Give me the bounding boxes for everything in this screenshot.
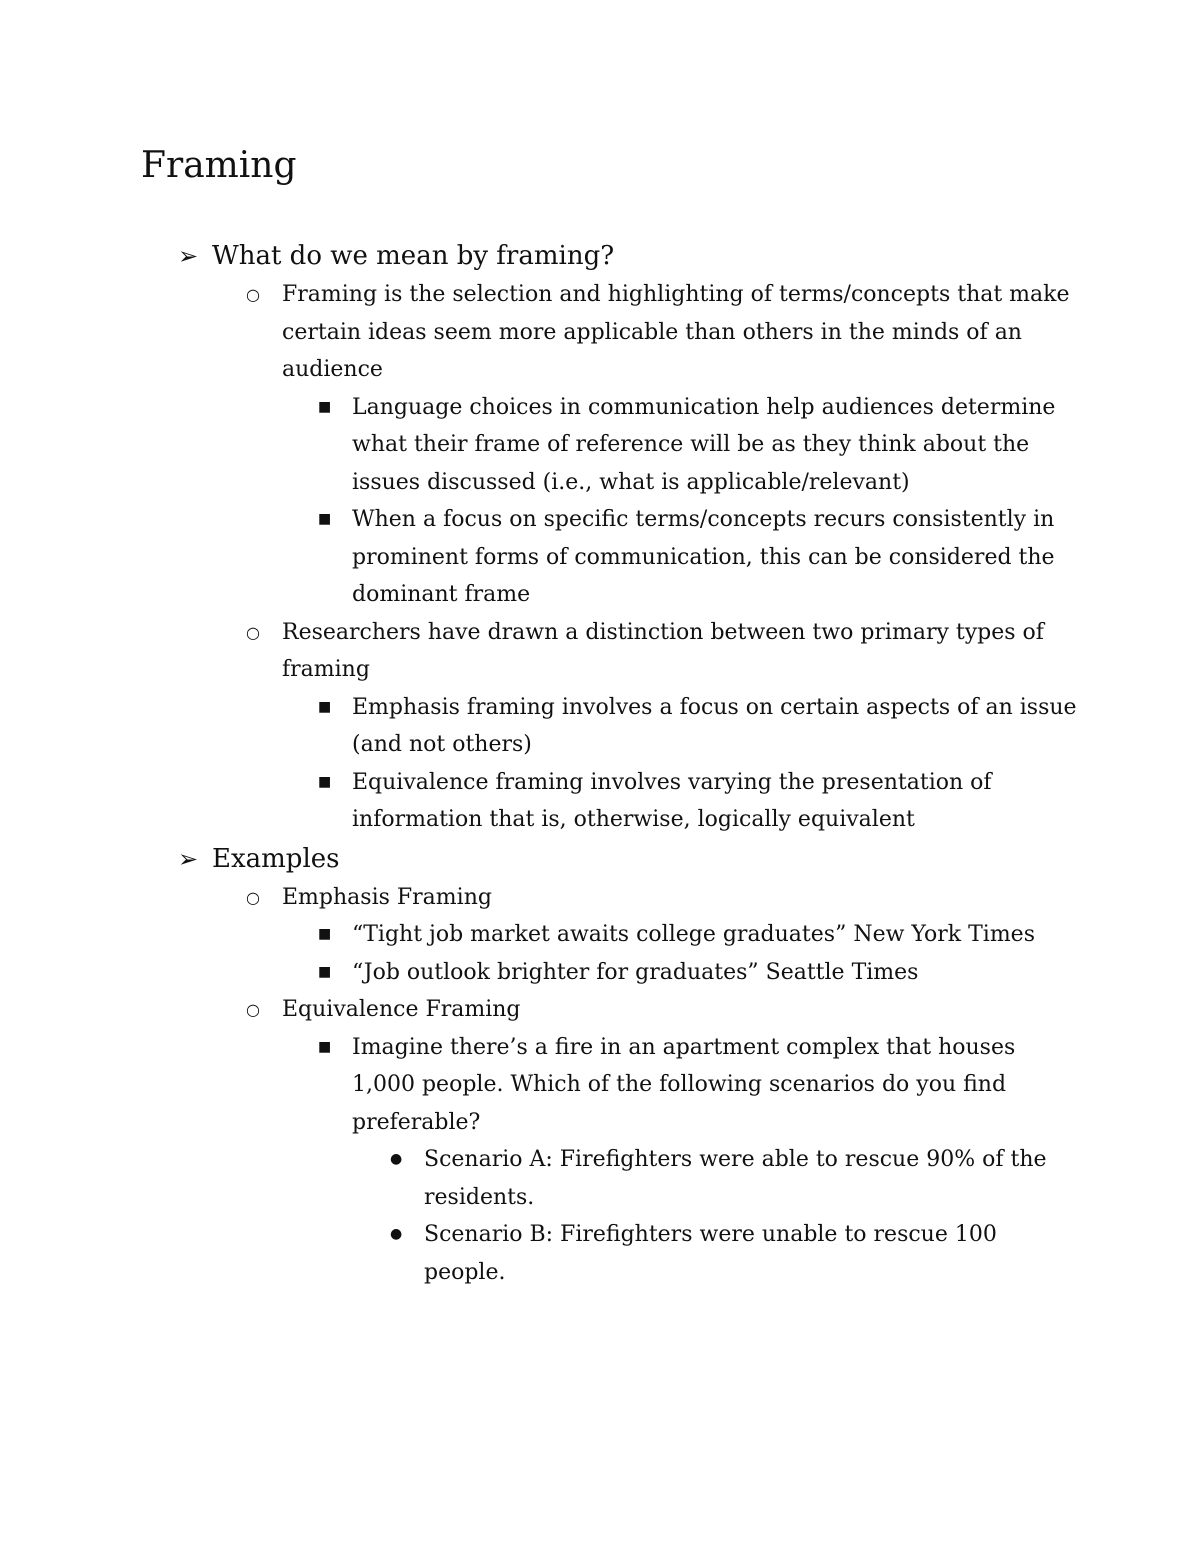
list-item <box>178 1029 1078 1142</box>
section-examples <box>178 839 1078 1292</box>
square-bullet-icon: ■ <box>318 963 332 980</box>
section-heading: What do we mean by framing? <box>212 241 615 271</box>
list-item <box>178 879 1078 917</box>
outline-list <box>178 236 1078 1291</box>
list-item <box>178 916 1078 954</box>
list-item <box>178 954 1078 992</box>
list-item-text: “Tight job market awaits college graduates” New York Times <box>352 922 1035 947</box>
square-bullet-icon: ■ <box>318 398 332 415</box>
list-item <box>178 389 1078 502</box>
sublist <box>178 879 1078 1292</box>
square-bullet-icon: ■ <box>318 926 332 942</box>
list-item-text: Emphasis framing involves a focus on certain aspects of an issue (and not others) <box>352 694 1077 757</box>
filled-circle-bullet-icon: ● <box>390 1226 403 1242</box>
square-bullet-icon: ■ <box>318 511 332 527</box>
list-item-text: Equivalence framing involves varying the presentation of information that is, otherwise, logically equivalent <box>352 769 992 832</box>
filled-circle-bullet-icon: ● <box>390 1151 403 1167</box>
list-item-text: Scenario A: Firefighters were able to rescue 90% of the residents. <box>424 1147 1047 1210</box>
square-bullet-icon: ■ <box>318 698 332 715</box>
page-title: Framing <box>141 145 297 186</box>
list-item-text: Emphasis Framing <box>282 884 492 910</box>
list-item <box>178 764 1078 839</box>
list-item <box>178 1141 1078 1216</box>
square-bullet-icon: ■ <box>318 773 332 790</box>
arrow-bullet-icon: ➢ <box>178 242 199 270</box>
list-item <box>178 689 1078 764</box>
square-bullet-icon: ■ <box>318 1038 332 1055</box>
list-item-text: “Job outlook brighter for graduates” Seattle Times <box>352 959 919 985</box>
list-item-text: When a focus on specific terms/concepts recurs consistently in prominent forms of communication, this can be considered the dominant frame <box>352 507 1055 607</box>
arrow-bullet-icon: ➢ <box>178 844 199 873</box>
section-what-is-framing <box>178 236 1078 839</box>
sublist <box>178 276 1078 839</box>
list-item <box>178 276 1078 389</box>
list-item-text: Framing is the selection and highlighting of terms/concepts that make certain ideas seem more applicable than others in the minds of an audience <box>282 282 1070 382</box>
hollow-circle-bullet-icon: ○ <box>246 887 260 907</box>
list-item-text: Language choices in communication help audiences determine what their frame of reference will be as they think about the issues discussed (i.e., what is applicable/relevant) <box>352 394 1056 495</box>
list-item-text: Scenario B: Firefighters were unable to rescue 100 people. <box>424 1222 997 1285</box>
list-item <box>178 991 1078 1029</box>
list-item <box>178 501 1078 614</box>
list-item-text: Researchers have drawn a distinction between two primary types of framing <box>282 619 1044 682</box>
hollow-circle-bullet-icon: ○ <box>246 622 260 642</box>
list-item <box>178 1216 1078 1291</box>
list-item-text: Equivalence Framing <box>282 997 521 1022</box>
list-item <box>178 614 1078 689</box>
section-heading: Examples <box>212 843 340 874</box>
hollow-circle-bullet-icon: ○ <box>246 285 260 304</box>
list-item-text: Imagine there’s a fire in an apartment complex that houses 1,000 people. Which of the following scenarios do you find preferable? <box>352 1034 1016 1135</box>
hollow-circle-bullet-icon: ○ <box>246 1000 260 1019</box>
